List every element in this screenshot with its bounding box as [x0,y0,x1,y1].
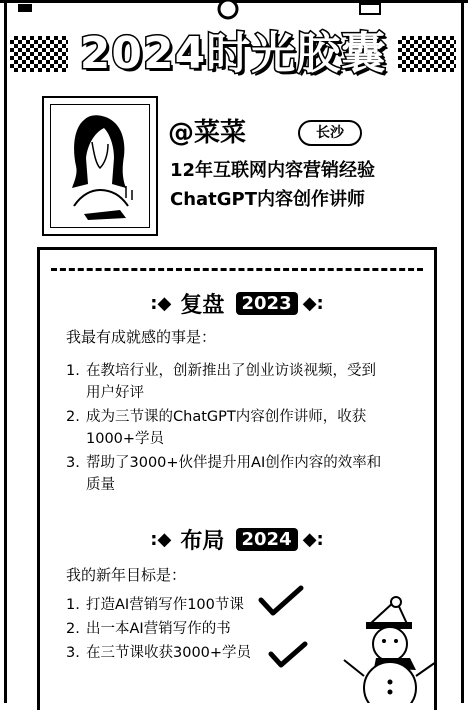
bio-line-1: 12年互联网内容营销经验 [170,160,376,181]
plan-heading [40,524,434,554]
review-label: 复盘 [180,293,225,318]
list-item [66,452,416,496]
item-number: 1. [66,363,80,379]
checkmark-icon [268,640,308,670]
bio-line-2: ChatGPT内容创作讲师 [170,189,366,210]
dashed-divider [51,268,423,271]
checker-decor-right [398,36,456,72]
plan-bracket-left: :◆ [150,529,172,550]
item-text-cont: 用户好评 [86,385,144,401]
item-text: 在三节课收获3000+学员 [86,645,252,661]
title-row [0,22,468,86]
item-number: 1. [66,597,80,613]
checker-decor-left [10,36,68,72]
avatar [42,96,158,236]
item-number: 3. [66,455,80,471]
review-intro: 我最有成就感的事是： [66,328,217,346]
item-text: 帮助了3000+伙伴提升用AI创作内容的效率和 [86,455,382,471]
plan-intro: 我的新年目标是： [66,566,187,584]
right-border [461,0,464,703]
item-text-cont: 质量 [86,477,115,493]
plan-bracket-right: ◆: [302,529,324,550]
review-year-badge: 2023 [236,292,298,315]
item-text: 在教培行业，创新推出了创业访谈视频，受到 [86,363,376,379]
list-item [66,360,416,404]
sun-icon [219,0,237,18]
review-bracket-right: ◆: [302,293,324,314]
item-number: 2. [66,621,80,637]
plan-label: 布局 [180,529,225,554]
location-badge: 长沙 [298,120,362,146]
item-number: 2. [66,409,80,425]
item-number: 3. [66,645,80,661]
portrait-sketch-icon [44,98,156,234]
review-list [66,360,416,498]
item-text: 出一本AI营销写作的书 [86,621,231,637]
profile-handle: @菜菜 [168,118,247,148]
page-title: 2024时光胶囊 [79,28,387,79]
item-text-cont: 1000+学员 [86,431,165,447]
list-item [66,618,326,640]
left-border [4,0,7,703]
list-item [66,406,416,450]
item-text: 打造AI营销写作100节课 [86,597,244,613]
item-text: 成为三节课的ChatGPT内容创作讲师，收获 [86,409,367,425]
review-bracket-left: :◆ [150,293,172,314]
plan-year-badge: 2024 [236,528,298,551]
checkmark-icon [258,584,304,618]
snowman-icon [336,596,444,703]
review-heading [40,288,434,318]
cloud-icon [360,4,380,14]
pixel-decor-icon [18,4,32,12]
